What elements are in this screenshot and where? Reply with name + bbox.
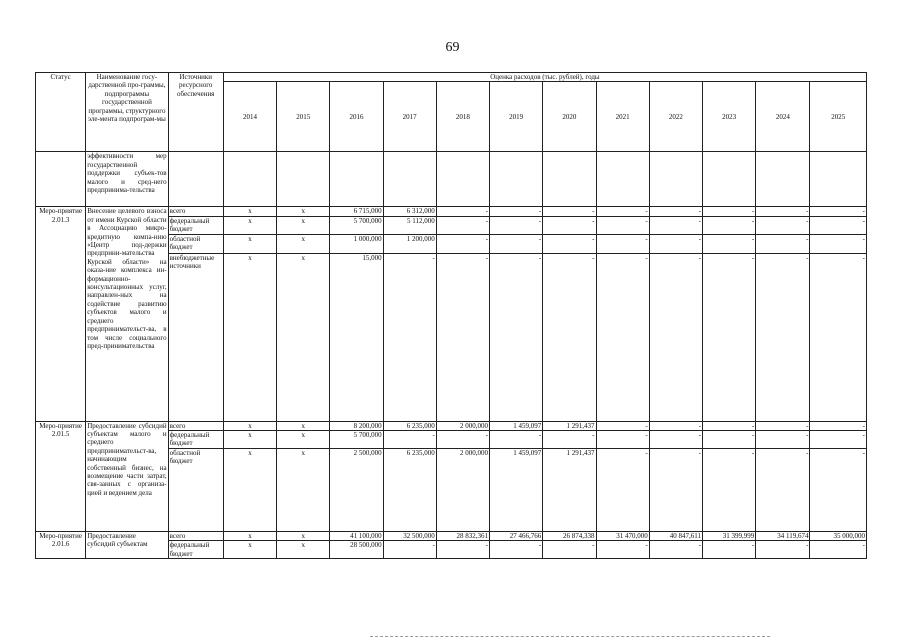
value-cell: - [702, 448, 755, 531]
value-cell: x [223, 234, 276, 253]
value-cell: 26 874,338 [543, 531, 596, 540]
value-cell: x [277, 253, 330, 421]
year-header: 2025 [810, 82, 867, 152]
value-cell: - [702, 207, 755, 216]
header-status: Статус [36, 73, 86, 152]
value-cell: - [490, 234, 543, 253]
value-cell: - [596, 421, 649, 430]
value-cell: - [810, 448, 867, 531]
value-cell: - [490, 216, 543, 234]
year-header: 2018 [436, 82, 489, 152]
value-cell: 6 235,000 [383, 448, 436, 531]
value-cell: 5 112,000 [383, 216, 436, 234]
value-cell: - [436, 216, 489, 234]
value-cell: 1 459,097 [490, 421, 543, 430]
value-cell: 41 100,000 [330, 531, 383, 540]
value-cell: - [702, 216, 755, 234]
value-cell: x [277, 541, 330, 559]
name-cell: эффективности мер государственной поддержки субъек-тов малого и сред-него предпринима-тельства [86, 152, 168, 207]
empty-cell [168, 152, 223, 207]
value-cell: - [702, 431, 755, 449]
value-cell: - [810, 431, 867, 449]
header-name: Наименование госу-дарственной про-граммы, подпрограммы государственной программы, структурного эле-мента подпрограм-мы [86, 73, 168, 152]
value-cell: - [810, 421, 867, 430]
value-cell: - [649, 431, 702, 449]
measure-status: Меро-приятие 2.01.6 [36, 531, 86, 558]
header-expenses: Оценка расходов (тыс. рублей), годы [223, 73, 866, 82]
year-header: 2023 [702, 82, 755, 152]
year-header: 2017 [383, 82, 436, 152]
value-cell: - [756, 253, 810, 421]
value-cell: - [490, 541, 543, 559]
year-header: 2020 [543, 82, 596, 152]
value-cell: - [596, 216, 649, 234]
status-cell [36, 152, 86, 207]
measure-name: Внесение целевого взноса от имени Курской области в Ассоциацию микро-кредитную компа-нию «Центр под-держки предприни-мательства Курской области» на оказа-ние комплекса ин-формационно-консультационных услуг, направлен-ных на содействие развитию субъектов малого и среднего предпринимательст-ва, в том числе социального пред-принимательства [86, 207, 168, 421]
value-cell: - [649, 253, 702, 421]
year-header: 2019 [490, 82, 543, 152]
value-cell: - [543, 216, 596, 234]
value-cell: x [223, 541, 276, 559]
value-cell: - [436, 253, 489, 421]
empty-cell [490, 152, 543, 207]
value-cell: 31 470,000 [596, 531, 649, 540]
year-header: 2014 [223, 82, 276, 152]
measure-row [36, 421, 867, 430]
value-cell: x [277, 207, 330, 216]
value-cell: - [490, 431, 543, 449]
value-cell: - [383, 431, 436, 449]
value-cell: x [223, 421, 276, 430]
header-sources: Источники ресурсного обеспечения [168, 73, 223, 152]
value-cell: - [756, 234, 810, 253]
continuation-row [36, 152, 867, 207]
value-cell: 27 466,766 [490, 531, 543, 540]
source-cell: всего [168, 207, 223, 216]
empty-cell [702, 152, 755, 207]
value-cell: - [649, 234, 702, 253]
source-cell: всего [168, 421, 223, 430]
value-cell: 2 000,000 [436, 421, 489, 430]
value-cell: 8 200,000 [330, 421, 383, 430]
value-cell: 28 500,000 [330, 541, 383, 559]
value-cell: - [596, 448, 649, 531]
value-cell: - [383, 541, 436, 559]
value-cell: x [223, 216, 276, 234]
empty-cell [596, 152, 649, 207]
value-cell: - [702, 234, 755, 253]
value-cell: - [543, 253, 596, 421]
value-cell: x [277, 234, 330, 253]
empty-cell [649, 152, 702, 207]
value-cell: - [756, 541, 810, 559]
value-cell: - [543, 541, 596, 559]
value-cell: - [596, 234, 649, 253]
value-cell: x [223, 531, 276, 540]
value-cell: 6 235,000 [383, 421, 436, 430]
source-cell: областной бюджет [168, 234, 223, 253]
value-cell: 2 500,000 [330, 448, 383, 531]
measure-row [36, 531, 867, 540]
value-cell: x [223, 431, 276, 449]
measure-name-line: субсидий субъектам [87, 540, 148, 549]
year-header: 2024 [756, 82, 810, 152]
empty-cell [223, 152, 276, 207]
measure-name-line: Предоставление [87, 531, 136, 540]
value-cell: 32 500,000 [383, 531, 436, 540]
measure-status: Меро-приятие 2.01.5 [36, 421, 86, 531]
value-cell: - [756, 448, 810, 531]
value-cell: x [277, 216, 330, 234]
value-cell: - [383, 253, 436, 421]
value-cell: - [810, 216, 867, 234]
value-cell: - [436, 541, 489, 559]
value-cell: 35 000,000 [810, 531, 867, 540]
source-cell: всего [168, 531, 223, 540]
year-header: 2015 [277, 82, 330, 152]
expenses-table [35, 72, 867, 559]
source-cell: федеральный бюджет [168, 431, 223, 449]
value-cell: 1 459,097 [490, 448, 543, 531]
value-cell: 1 291,437 [543, 448, 596, 531]
value-cell: - [596, 541, 649, 559]
value-cell: 40 847,611 [649, 531, 702, 540]
value-cell: x [277, 531, 330, 540]
value-cell: - [543, 234, 596, 253]
source-cell: федеральный бюджет [168, 541, 223, 559]
value-cell: - [490, 207, 543, 216]
value-cell: - [436, 234, 489, 253]
value-cell: 5 700,000 [330, 431, 383, 449]
empty-cell [436, 152, 489, 207]
value-cell: - [756, 207, 810, 216]
value-cell: 1 291,437 [543, 421, 596, 430]
value-cell: - [756, 431, 810, 449]
measure-name [86, 531, 168, 558]
value-cell: 5 700,000 [330, 216, 383, 234]
page-number: 69 [445, 40, 460, 55]
empty-cell [330, 152, 383, 207]
empty-cell [277, 152, 330, 207]
value-cell: x [223, 448, 276, 531]
value-cell: x [277, 448, 330, 531]
value-cell: - [702, 541, 755, 559]
value-cell: 6 715,000 [330, 207, 383, 216]
value-cell: - [810, 541, 867, 559]
value-cell: - [436, 431, 489, 449]
value-cell: - [596, 431, 649, 449]
source-cell: федеральный бюджет [168, 216, 223, 234]
value-cell: 1 000,000 [330, 234, 383, 253]
value-cell: - [702, 253, 755, 421]
value-cell: 6 312,000 [383, 207, 436, 216]
value-cell: 28 832,361 [436, 531, 489, 540]
empty-cell [543, 152, 596, 207]
value-cell: 34 119,674 [756, 531, 810, 540]
value-cell: - [756, 421, 810, 430]
value-cell: - [490, 253, 543, 421]
value-cell: x [223, 253, 276, 421]
value-cell: - [649, 216, 702, 234]
year-header: 2016 [330, 82, 383, 152]
value-cell: 1 200,000 [383, 234, 436, 253]
value-cell: 31 399,999 [702, 531, 755, 540]
value-cell: 2 000,000 [436, 448, 489, 531]
value-cell: - [543, 207, 596, 216]
value-cell: - [810, 207, 867, 216]
source-cell: областной бюджет [168, 448, 223, 531]
footer-rule [370, 636, 770, 638]
value-cell: - [810, 234, 867, 253]
empty-cell [756, 152, 810, 207]
year-header: 2021 [596, 82, 649, 152]
value-cell: - [596, 253, 649, 421]
empty-cell [810, 152, 867, 207]
source-cell: внебюджетные источники [168, 253, 223, 421]
value-cell: - [649, 541, 702, 559]
header-row [36, 73, 867, 82]
value-cell: - [702, 421, 755, 430]
value-cell: - [649, 448, 702, 531]
value-cell: - [756, 216, 810, 234]
measure-row [36, 207, 867, 216]
value-cell: - [596, 207, 649, 216]
value-cell: - [543, 431, 596, 449]
value-cell: x [277, 421, 330, 430]
measure-status: Меро-приятие 2.01.3 [36, 207, 86, 421]
measure-name: Предоставление субсидий субъектам малого и среднего предпринимательст-ва, начинающим собственный бизнес, на возмещение части затрат, свя-занных с организа-цией и ведением дела [86, 421, 168, 531]
empty-cell [383, 152, 436, 207]
value-cell: x [223, 207, 276, 216]
value-cell: - [649, 421, 702, 430]
year-header: 2022 [649, 82, 702, 152]
value-cell: - [649, 207, 702, 216]
value-cell: x [277, 431, 330, 449]
value-cell: 15,000 [330, 253, 383, 421]
value-cell: - [436, 207, 489, 216]
value-cell: - [810, 253, 867, 421]
